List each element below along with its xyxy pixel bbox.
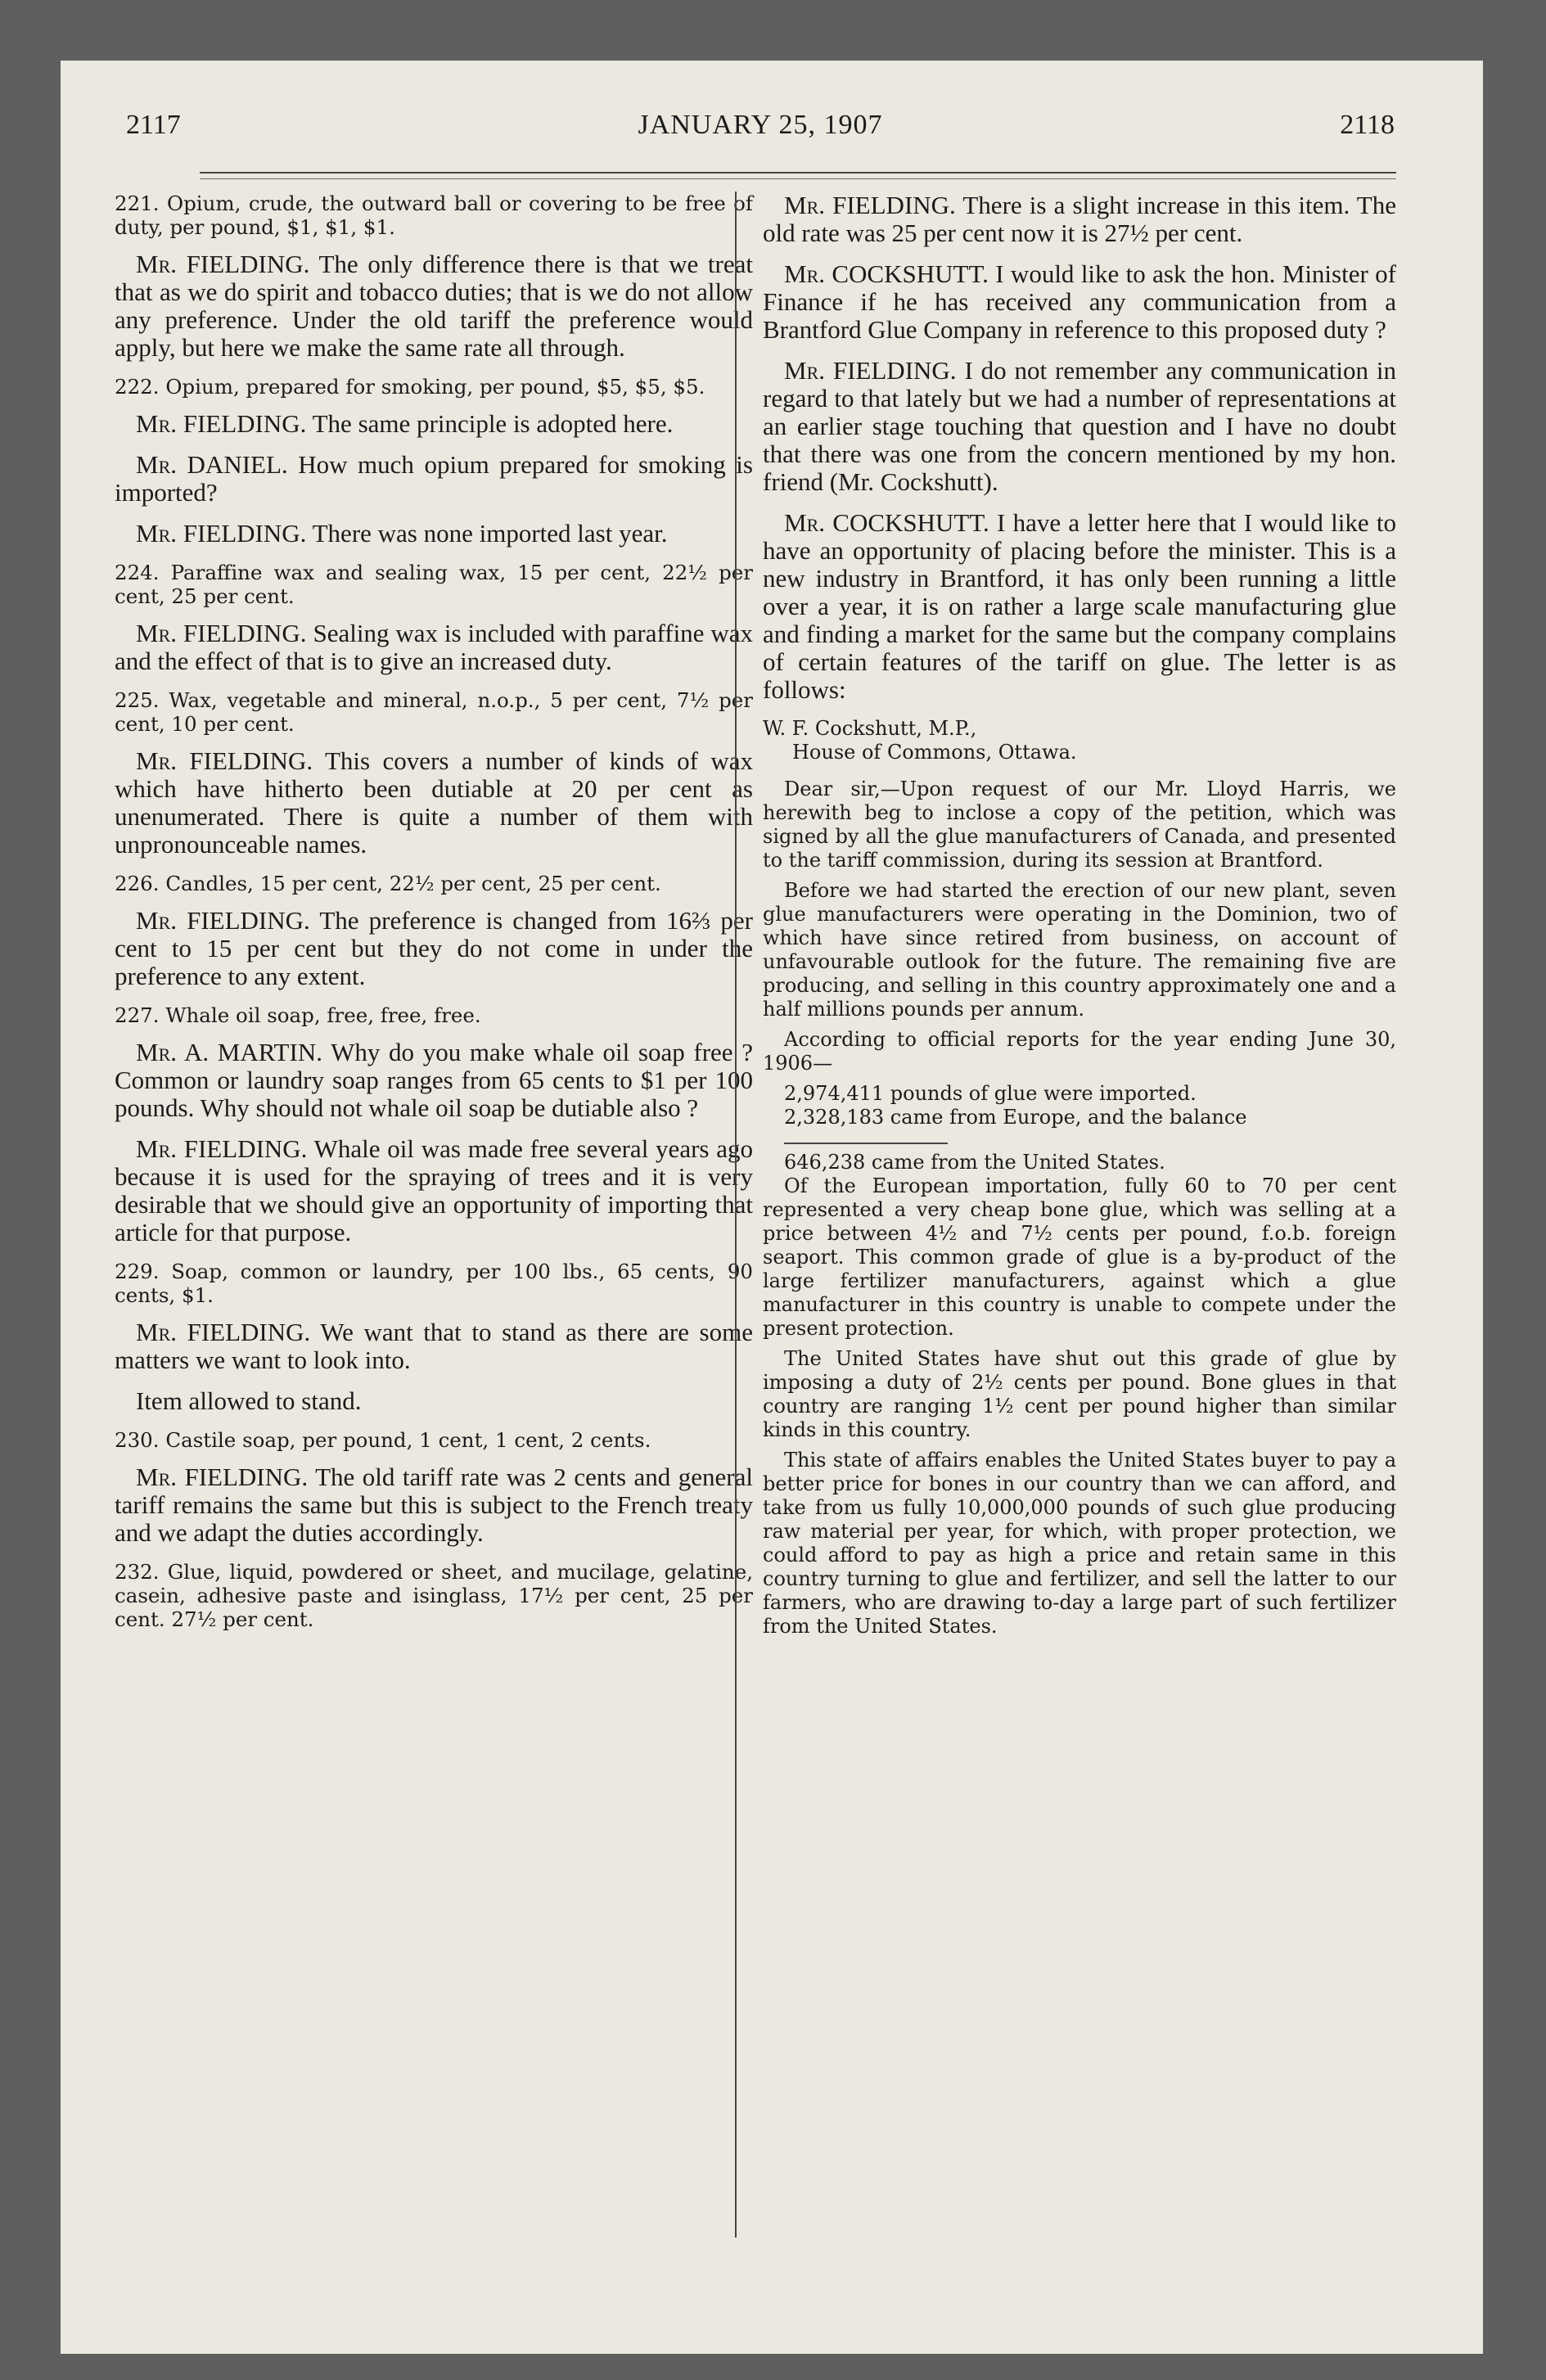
letter-paragraph: According to official reports for the year ending June 30, 1906— — [763, 1028, 1396, 1075]
speaker-name: Mr. FIELDING. — [136, 1463, 309, 1491]
speech — [115, 907, 753, 990]
speech — [763, 260, 1396, 344]
speech — [115, 747, 753, 859]
speech-text: I would like to ask the hon. Minister of Finance if he has received any communication from a Brantford Glue Company in reference to this proposed duty ? — [763, 259, 1397, 344]
letter-paragraph: Of the European importation, fully 60 to 70 per cent represented a very cheap bone glue, which was selling at a price between 4½ and 7½ cents per pound, f.o.b. foreign seaport. This common grade of glue is a by-product of the large fertilizer manufacturers, against which a glue manufacturer in this country is unable to compete under the present protection. — [763, 1174, 1396, 1340]
speech — [115, 250, 753, 362]
speech-text: We want that to stand as there are some matters we want to look into. — [115, 1318, 753, 1374]
speech — [763, 192, 1396, 247]
import-figure: 2,328,183 came from Europe, and the balance — [784, 1106, 1247, 1129]
speaker-name: Mr. A. MARTIN. — [136, 1038, 322, 1066]
speech — [115, 1463, 753, 1547]
speech-text: There was none imported last year. — [312, 519, 668, 548]
speech — [763, 357, 1396, 496]
document-page — [61, 61, 1483, 2354]
speech — [115, 1039, 753, 1122]
speech-text: The only difference there is that we treat that as we do spirit and tobacco duties; that is we do not allow any preference. Under the old tariff the preference would apply, but here we make the same rate all through. — [115, 250, 753, 362]
speaker-name: Mr. FIELDING. — [136, 519, 307, 548]
speech — [115, 520, 753, 548]
letter-paragraph: Dear sir,—Upon request of our Mr. Lloyd Harris, we herewith beg to inclose a copy of the petition, which was signed by all the glue manufacturers of Canada, and presented to the tariff commission, during its session at Brantford. — [763, 778, 1396, 872]
speaker-name: Mr. COCKSHUTT. — [784, 508, 989, 537]
tariff-item: 221. Opium, crude, the outward ball or covering to be free of duty, per pound, $1, $1, $1. — [115, 192, 753, 239]
letter-paragraph: This state of affairs enables the United States buyer to pay a better price for bones in our country than we can afford, and take from us fully 10,000,000 pounds of such glue producing raw material per year, for which, with proper protection, we could afford to pay as high a price and retain same in this country turning to glue and fertilizer, and sell the latter to our farmers, who are drawing to-day a large part of such fertilizer from the United States. — [763, 1449, 1396, 1638]
speech-text: The same principle is adopted here. — [312, 409, 674, 438]
speech — [115, 620, 753, 675]
import-figure: 646,238 came from the United States. — [784, 1151, 1165, 1174]
left-page-number: 2117 — [126, 110, 181, 140]
speech-text: Why do you make whale oil soap free ? Common or laundry soap ranges from 65 cents to $1 per 100 pounds. Why should not whale oil soap be dutiable also ? — [115, 1038, 754, 1122]
speaker-name: Mr. FIELDING. — [784, 356, 957, 385]
speech — [115, 1135, 753, 1246]
speech-text: There is a slight increase in this item. The old rate was 25 per cent now it is 27½ per cent. — [763, 191, 1396, 247]
letter-address-name: W. F. Cockshutt, M.P., — [763, 717, 977, 740]
speaker-name: Mr. FIELDING. — [136, 409, 307, 438]
speaker-name: Mr. FIELDING. — [136, 906, 310, 935]
speech-text: Sealing wax is included with paraffine wax and the effect of that is to give an increased duty. — [115, 619, 753, 675]
page-date: JANUARY 25, 1907 — [638, 110, 883, 140]
left-column — [115, 192, 753, 1643]
speech-text: I have a letter here that I would like to have an opportunity of placing before the minister. This is a new industry in Brantford, it has only been running a little over a year, it is on rather a large scale manufacturing glue and finding a market for the same but the company complains of certain features of the tariff on glue. The letter is as follows: — [763, 508, 1397, 704]
tariff-item: 222. Opium, prepared for smoking, per pound, $5, $5, $5. — [115, 375, 705, 399]
speaker-name: Mr. COCKSHUTT. — [784, 259, 989, 288]
procedural-note: Item allowed to stand. — [136, 1386, 362, 1415]
letter-paragraph: Before we had started the erection of our new plant, seven glue manufacturers were operating in the Dominion, two of which have since retired from business, on account of unfavourable outlook for the future. The remaining five are producing, and selling in this country approximately one and a half millions pounds per annum. — [763, 879, 1396, 1021]
header-rule — [200, 172, 1396, 174]
speech-text: The old tariff rate was 2 cents and general tariff remains the same but this is subject to the French treaty and we adapt the duties accordingly. — [115, 1463, 753, 1547]
speaker-name: Mr. FIELDING. — [136, 746, 313, 775]
letter-paragraph: The United States have shut out this grade of glue by imposing a duty of 2½ cents per pound. Bone glues in that country are ranging 1½ cent per pound higher than similar kinds in this country. — [763, 1347, 1396, 1441]
speaker-name: Mr. FIELDING. — [136, 250, 310, 278]
speech-text: This covers a number of kinds of wax which have hitherto been dutiable at 20 per cent as unenumerated. There is quite a number of them with unpronounceable names. — [115, 746, 753, 859]
figure-rule — [784, 1143, 948, 1144]
header-rule-thin — [200, 178, 1396, 179]
tariff-item: 225. Wax, vegetable and mineral, n.o.p., 5 per cent, 7½ per cent, 10 per cent. — [115, 688, 753, 736]
speech-text: I do not remember any communication in regard to that lately but we had a number of representations at an earlier stage touching that question and I have no doubt that there was one from the concern mentioned by my hon. friend (Mr. Cockshutt). — [763, 356, 1396, 496]
tariff-item: 229. Soap, common or laundry, per 100 lbs., 65 cents, 90 cents, $1. — [115, 1260, 753, 1307]
tariff-item: 232. Glue, liquid, powdered or sheet, and mucilage, gelatine, casein, adhesive paste and isinglass, 17½ per cent, 25 per cent. 27½ per cent. — [115, 1560, 753, 1631]
tariff-item: 227. Whale oil soap, free, free, free. — [115, 1003, 481, 1027]
right-page-number: 2118 — [1340, 110, 1395, 140]
speech-text: How much opium prepared for smoking is imported? — [115, 450, 753, 507]
right-column — [763, 192, 1396, 1645]
tariff-item: 224. Paraffine wax and sealing wax, 15 per cent, 22½ per cent, 25 per cent. — [115, 561, 753, 608]
speech — [115, 410, 753, 438]
speaker-name: Mr. FIELDING. — [136, 1134, 308, 1163]
speech-text: The preference is changed from 16⅔ per cent to 15 per cent but they do not come in under the preference to any extent. — [115, 906, 753, 990]
letter-address-place: House of Commons, Ottawa. — [792, 741, 1077, 764]
speaker-name: Mr. FIELDING. — [784, 191, 956, 219]
speech-text: Whale oil was made free several years ago because it is used for the spraying of trees and it is very desirable that we should give an opportunity of importing that article for that purpose. — [115, 1134, 753, 1246]
speaker-name: Mr. FIELDING. — [136, 1318, 311, 1346]
speaker-name: Mr. DANIEL. — [136, 450, 288, 479]
speech — [115, 451, 753, 507]
speech — [763, 509, 1396, 704]
tariff-item: 230. Castile soap, per pound, 1 cent, 1 cent, 2 cents. — [115, 1428, 651, 1452]
import-figure: 2,974,411 pounds of glue were imported. — [784, 1082, 1197, 1105]
speaker-name: Mr. FIELDING. — [136, 619, 307, 647]
speech — [115, 1318, 753, 1374]
page-header — [126, 110, 1395, 159]
tariff-item: 226. Candles, 15 per cent, 22½ per cent, 25 per cent. — [115, 872, 661, 895]
column-divider — [735, 192, 737, 2238]
